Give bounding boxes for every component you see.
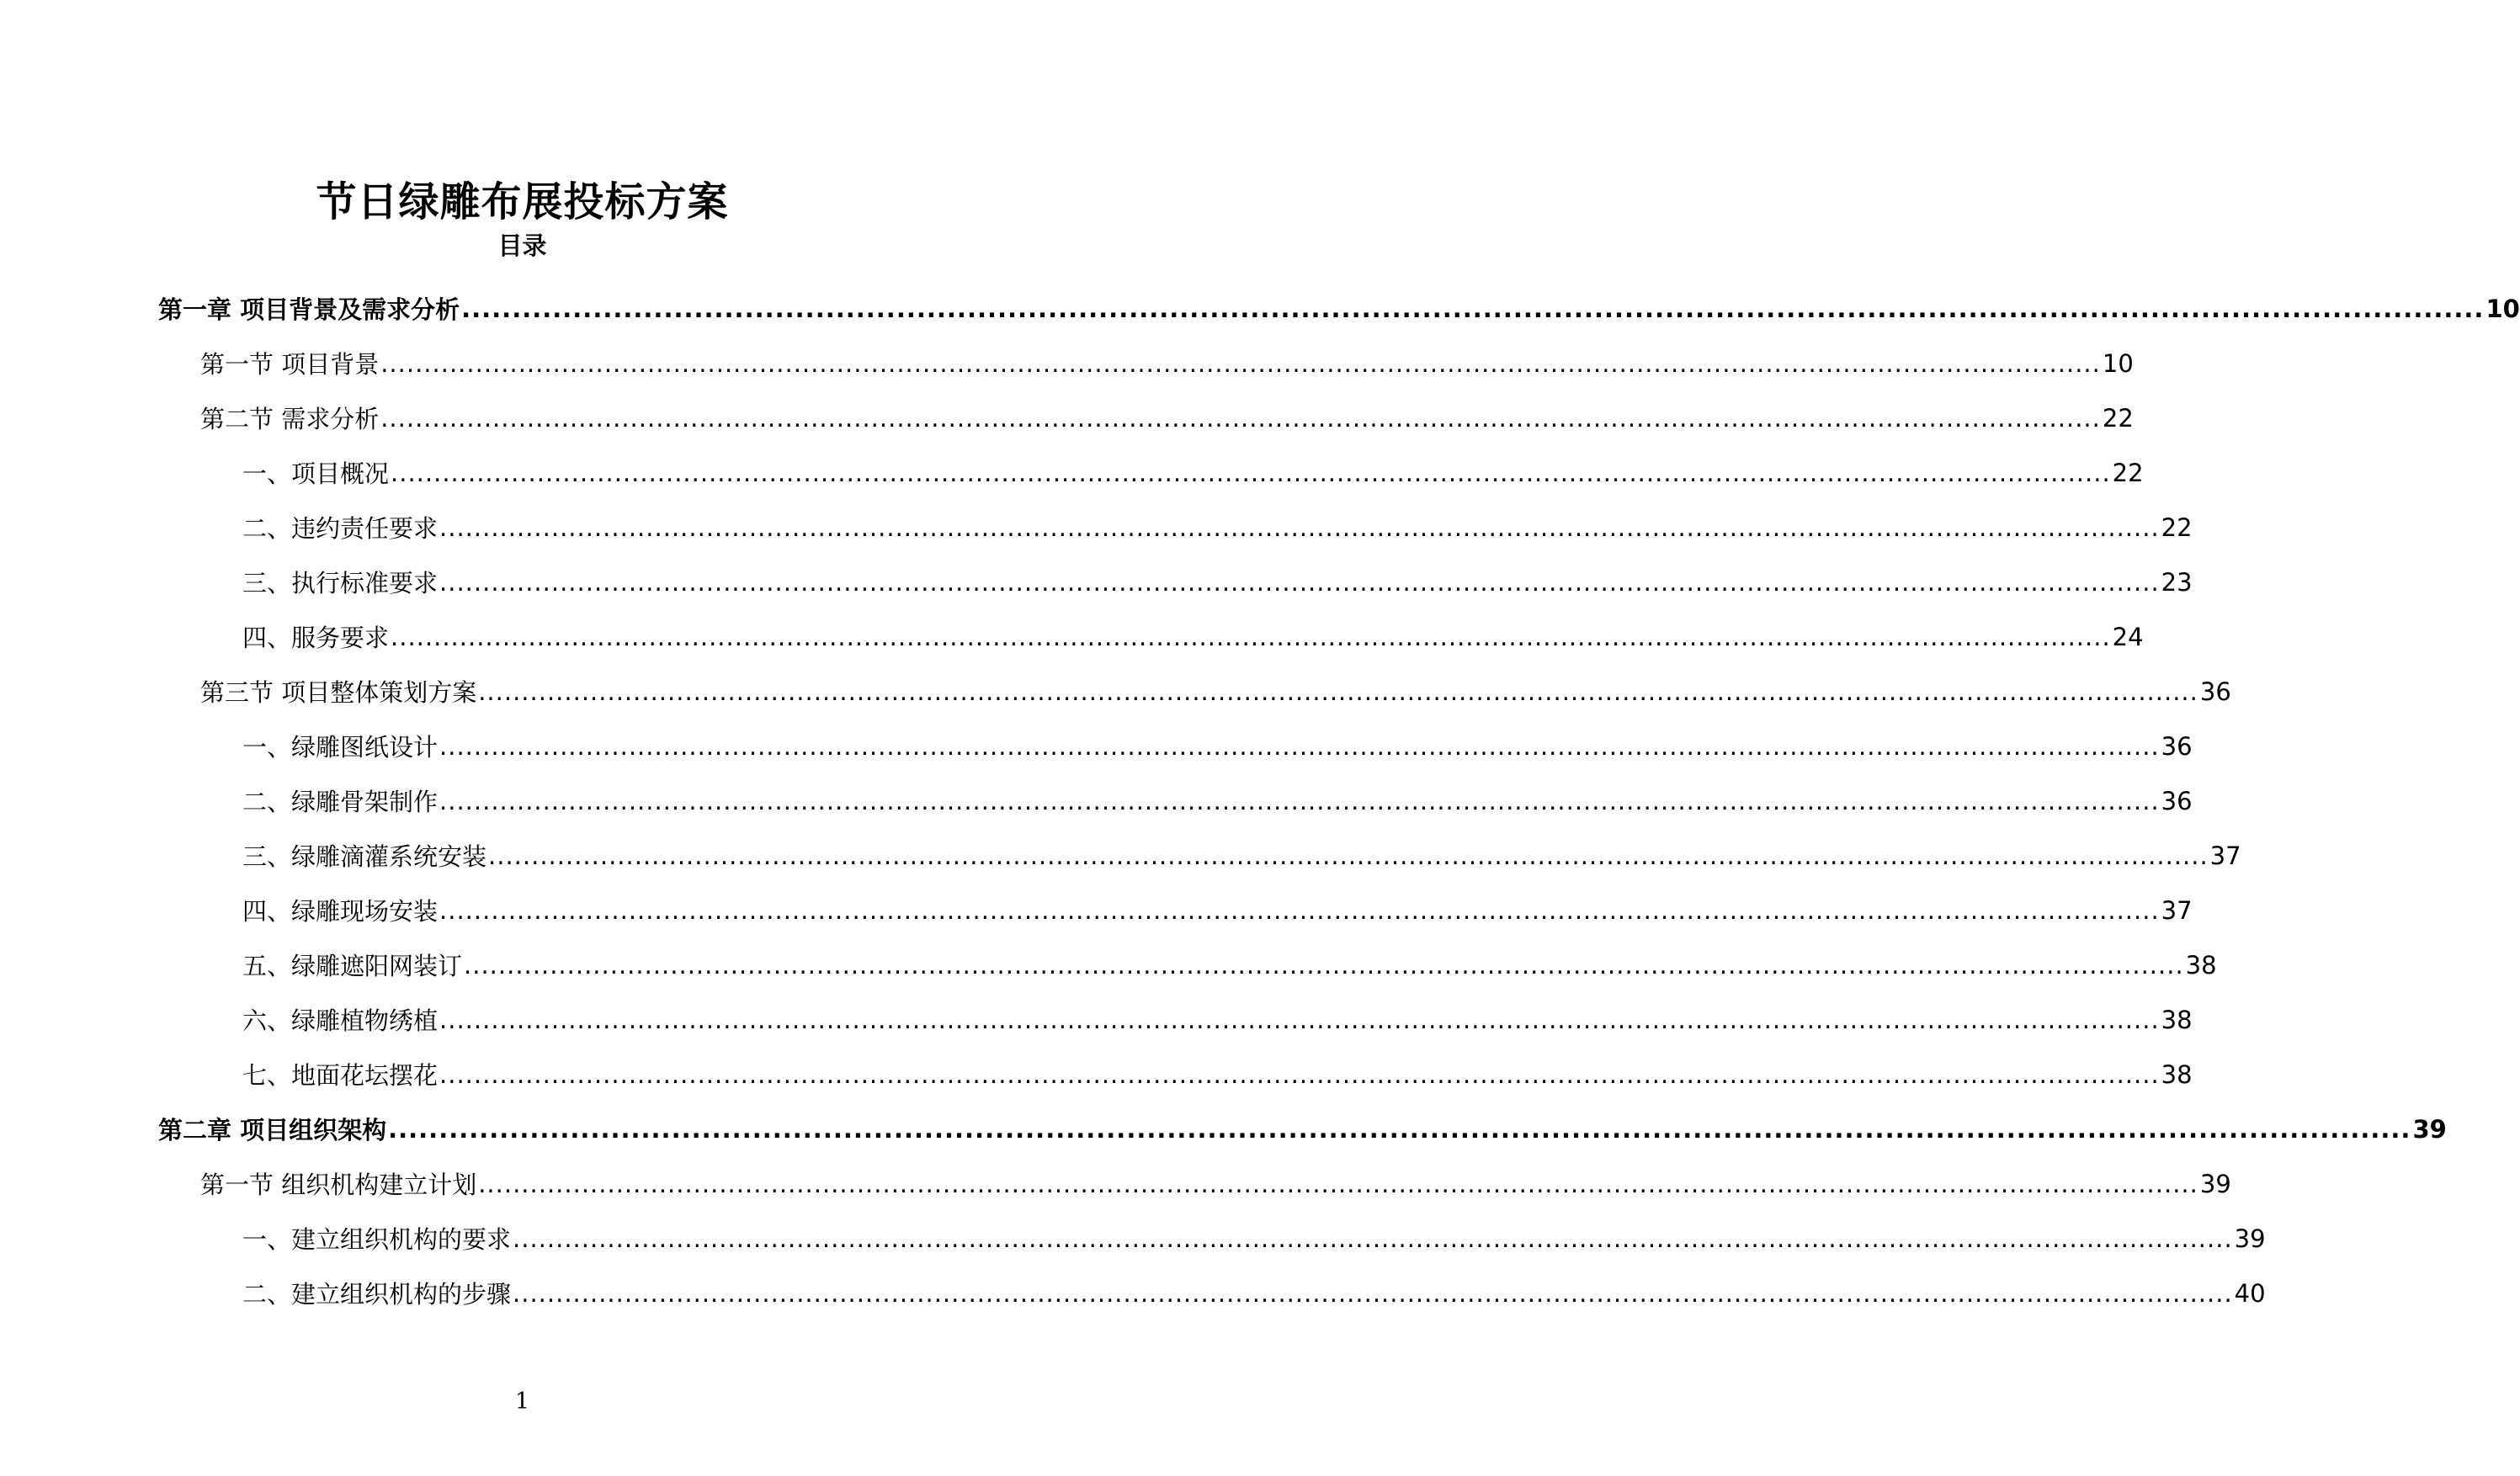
toc-item-1-3-5[interactable]: [0, 937, 2217, 992]
toc-entry-page: 39: [2199, 1169, 2231, 1198]
table-of-contents: [0, 281, 2520, 1320]
toc-chapter-1[interactable]: [0, 281, 2520, 336]
toc-dot-leader: ........................................................................................................................................................................................................: [513, 1224, 2233, 1253]
toc-entry-page: 22: [2112, 458, 2144, 487]
toc-entry-page: 10: [2102, 348, 2134, 378]
toc-entry-page: 36: [2199, 677, 2231, 706]
toc-heading: 目录: [497, 231, 547, 260]
toc-dot-leader: ........................................................................................................................................................................................................: [464, 950, 2184, 980]
toc-entry-label: 三、执行标准要求: [242, 569, 439, 597]
toc-dot-leader: ........................................................................................................................................................................................................: [439, 1059, 2160, 1089]
toc-entry-page: 38: [2185, 950, 2217, 980]
toc-entry-page: 22: [2102, 403, 2134, 433]
toc-dot-leader: ........................................................................................................................................................................................................: [513, 1278, 2233, 1308]
toc-entry-page: 37: [2161, 895, 2193, 925]
toc-item-1-3-7[interactable]: [0, 1047, 2193, 1102]
toc-item-2-1-2[interactable]: [0, 1266, 2266, 1320]
toc-entry-page: 37: [2209, 841, 2241, 870]
toc-item-1-2-4[interactable]: [0, 609, 2144, 664]
toc-section-2-1[interactable]: [0, 1156, 2231, 1211]
toc-section-1-1[interactable]: [0, 336, 2134, 390]
page-number: 1: [514, 1388, 530, 1415]
toc-entry-label: 第三节 项目整体策划方案: [200, 678, 477, 707]
toc-item-1-3-3[interactable]: [0, 828, 2241, 883]
toc-item-1-2-1[interactable]: [0, 445, 2144, 500]
toc-item-2-1-1[interactable]: [0, 1211, 2266, 1266]
toc-section-1-2[interactable]: [0, 390, 2134, 445]
toc-entry-page: 10: [2485, 294, 2520, 323]
toc-entry-page: 39: [2234, 1224, 2266, 1253]
toc-entry-label: 第一节 组织机构建立计划: [200, 1171, 477, 1199]
toc-entry-label: 四、绿雕现场安装: [242, 897, 439, 926]
toc-dot-leader: ........................................................................................................................................................................................................: [391, 458, 2111, 487]
toc-dot-leader: ........................................................................................................................................................................................................: [380, 348, 2101, 378]
toc-entry-label: 一、项目概况: [242, 459, 390, 488]
toc-item-1-3-4[interactable]: [0, 883, 2193, 937]
toc-entry-page: 23: [2161, 567, 2193, 597]
toc-dot-leader: ........................................................................................................................................................................................................: [439, 512, 2160, 542]
toc-entry-label: 二、绿雕骨架制作: [242, 788, 439, 816]
toc-entry-page: 40: [2234, 1278, 2266, 1308]
toc-entry-label: 六、绿雕植物绣植: [242, 1006, 439, 1035]
toc-entry-page: 22: [2161, 512, 2193, 542]
toc-entry-label: 第一章 项目背景及需求分析: [158, 295, 460, 324]
toc-entry-page: 38: [2161, 1005, 2193, 1034]
toc-dot-leader: ........................................................................................................................................................................................................: [439, 786, 2160, 815]
toc-entry-label: 七、地面花坛摆花: [242, 1061, 439, 1090]
toc-entry-page: 36: [2161, 786, 2193, 815]
toc-item-1-2-2[interactable]: [0, 500, 2193, 555]
toc-dot-leader: ........................................................................................................................................................................................................: [439, 731, 2160, 761]
toc-section-1-3[interactable]: [0, 664, 2231, 719]
toc-dot-leader: ........................................................................................................................................................................................................: [388, 1114, 2411, 1144]
toc-dot-leader: ........................................................................................................................................................................................................: [488, 841, 2209, 870]
toc-dot-leader: ........................................................................................................................................................................................................: [478, 677, 2198, 706]
toc-dot-leader: ........................................................................................................................................................................................................: [461, 294, 2485, 323]
toc-chapter-2[interactable]: [0, 1102, 2447, 1156]
toc-entry-page: 36: [2161, 731, 2193, 761]
toc-entry-label: 第一节 项目背景: [200, 350, 380, 379]
toc-dot-leader: ........................................................................................................................................................................................................: [478, 1169, 2198, 1198]
toc-entry-label: 五、绿雕遮阳网装订: [242, 952, 463, 980]
toc-entry-label: 第二节 需求分析: [200, 405, 380, 433]
document-title: 节日绿雕布展投标方案: [316, 178, 729, 226]
toc-entry-page: 38: [2161, 1059, 2193, 1089]
toc-entry-label: 四、服务要求: [242, 624, 390, 652]
toc-item-1-3-6[interactable]: [0, 992, 2193, 1047]
toc-entry-label: 三、绿雕滴灌系统安装: [242, 842, 487, 871]
toc-dot-leader: ........................................................................................................................................................................................................: [439, 567, 2160, 597]
toc-entry-label: 第二章 项目组织架构: [158, 1116, 387, 1144]
toc-item-1-3-1[interactable]: [0, 719, 2193, 773]
toc-entry-label: 一、绿雕图纸设计: [242, 733, 439, 762]
toc-entry-label: 二、违约责任要求: [242, 514, 439, 543]
toc-dot-leader: ........................................................................................................................................................................................................: [439, 895, 2160, 925]
toc-dot-leader: ........................................................................................................................................................................................................: [439, 1005, 2160, 1034]
toc-item-1-3-2[interactable]: [0, 773, 2193, 828]
toc-entry-page: 24: [2112, 622, 2144, 651]
toc-item-1-2-3[interactable]: [0, 555, 2193, 609]
toc-dot-leader: ........................................................................................................................................................................................................: [380, 403, 2101, 433]
toc-entry-label: 二、建立组织机构的步骤: [242, 1280, 512, 1309]
toc-dot-leader: ........................................................................................................................................................................................................: [391, 622, 2111, 651]
toc-entry-page: 39: [2412, 1114, 2447, 1144]
toc-entry-label: 一、建立组织机构的要求: [242, 1225, 512, 1254]
